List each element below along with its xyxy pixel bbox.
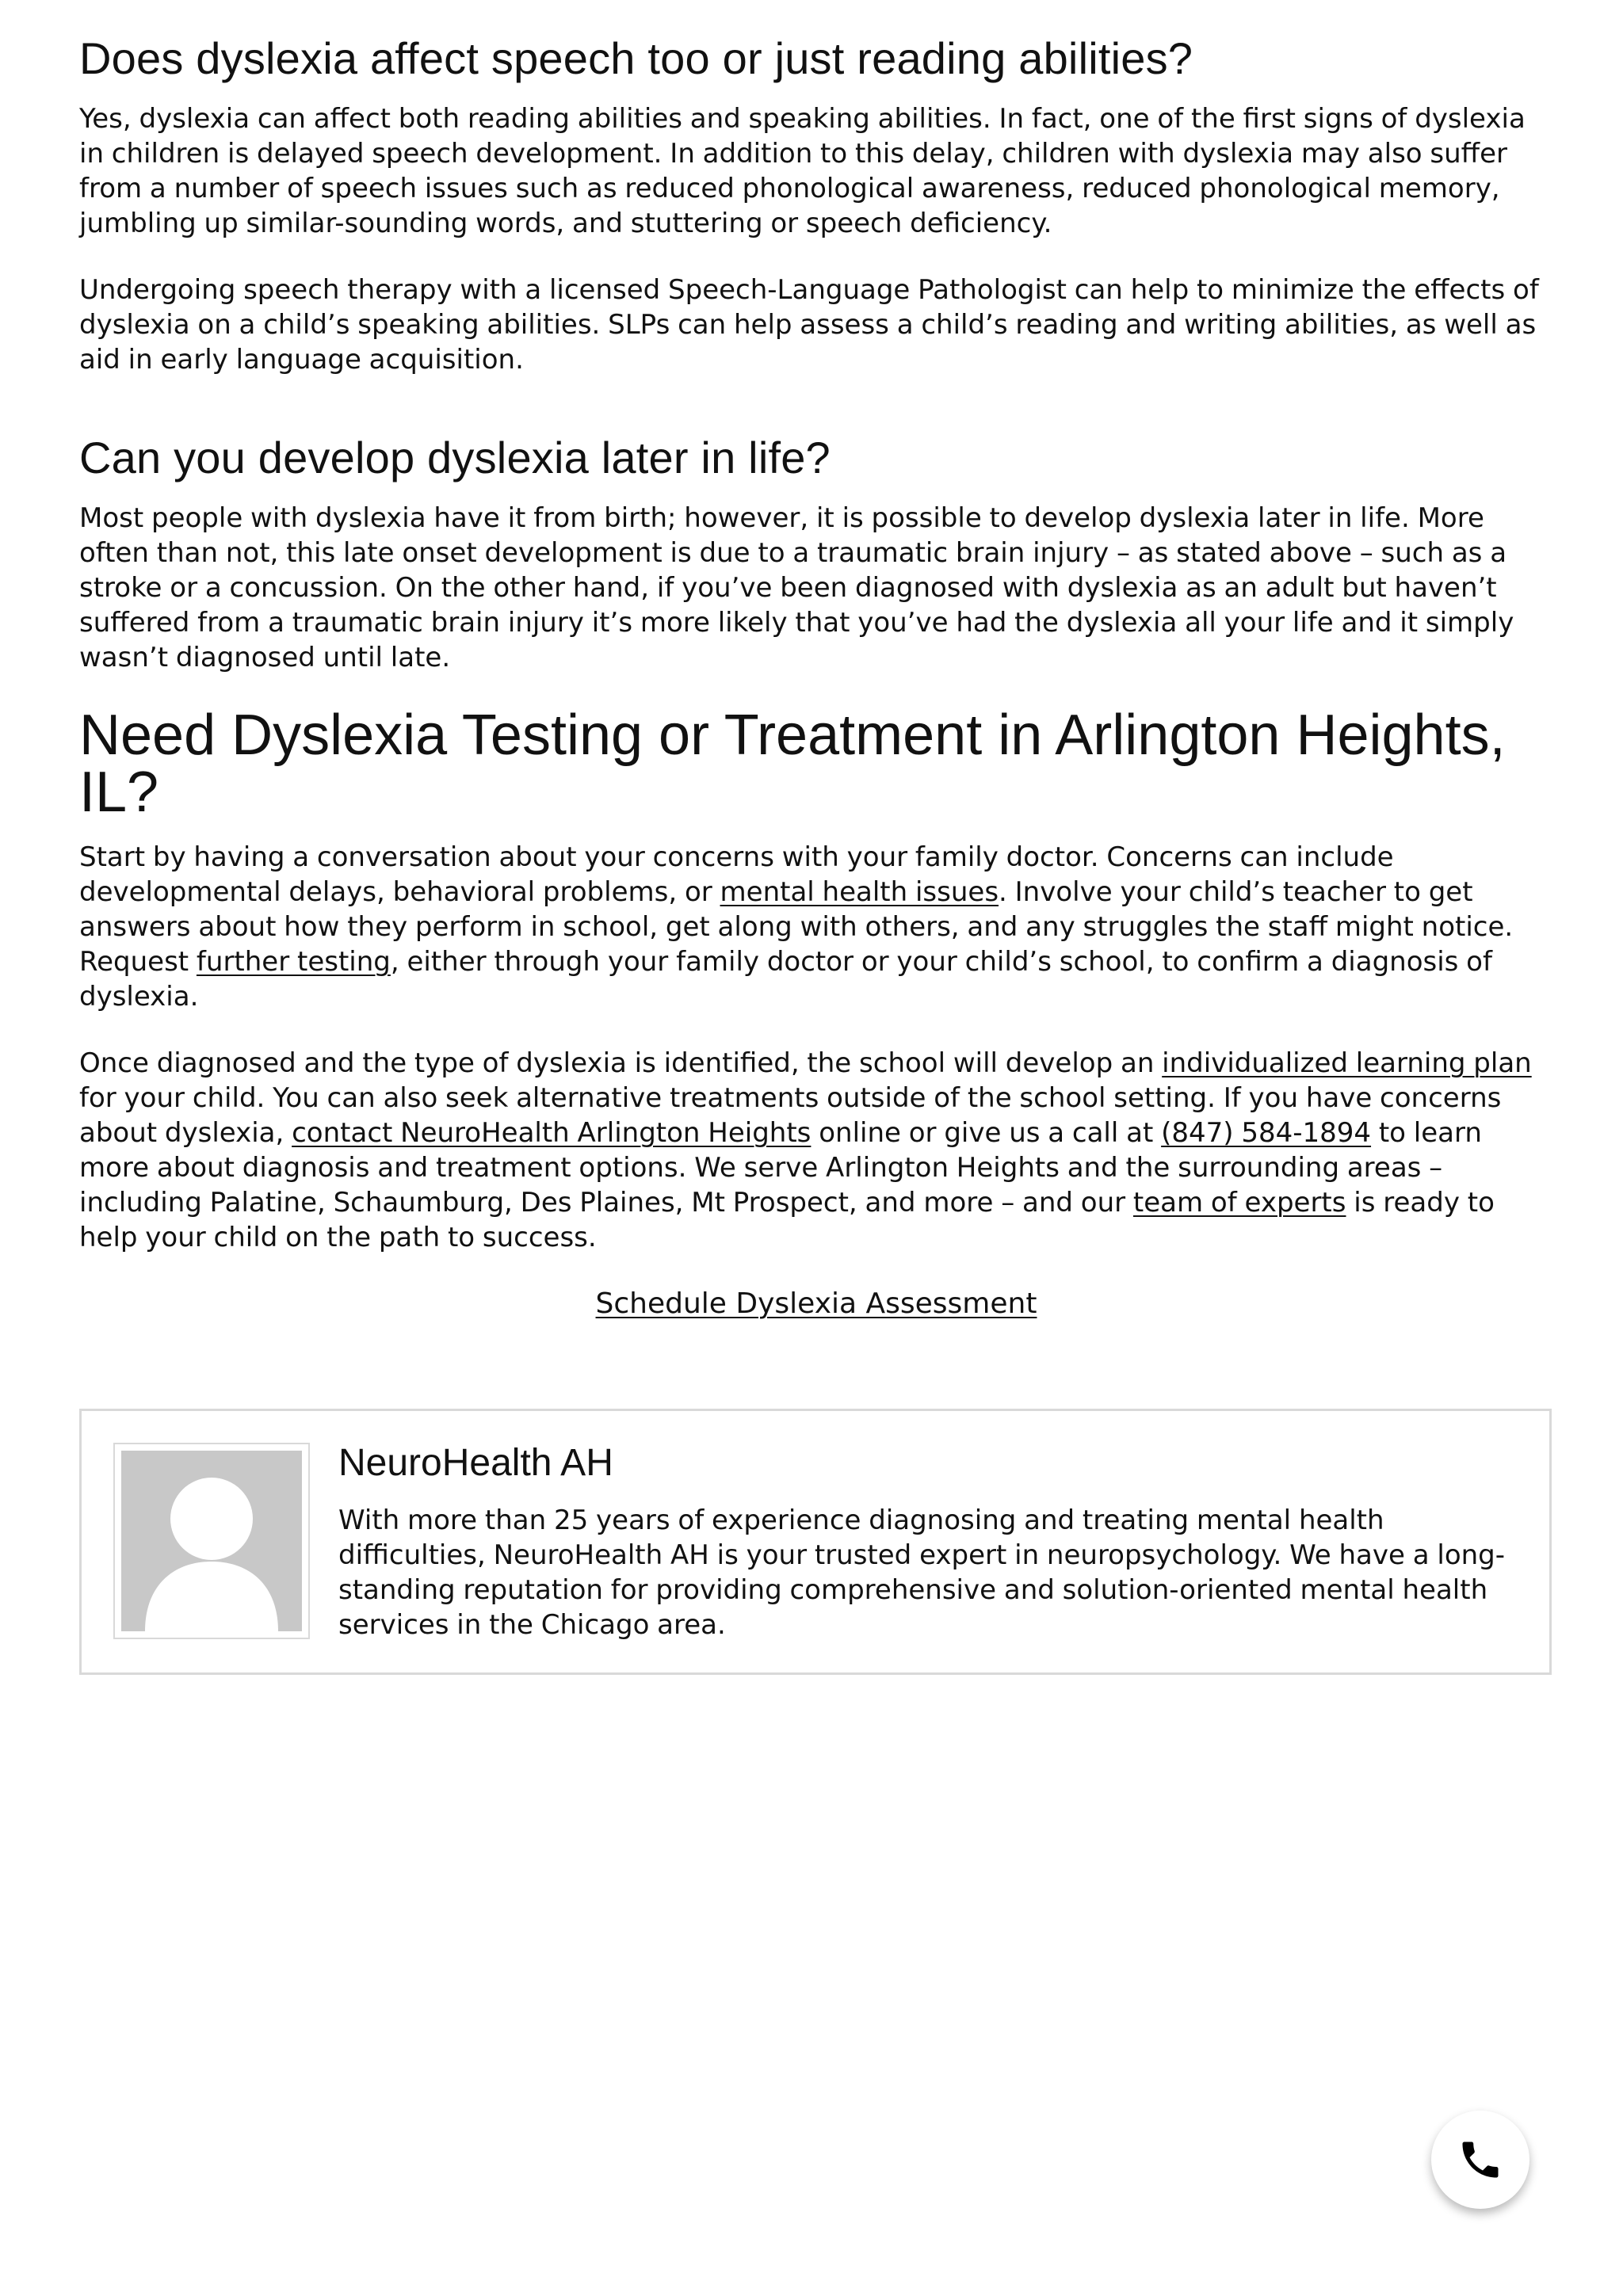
text-span: Start by having a conversation about your concerns with your family doctor. Concerns can include developmental delays, behavioral problems, or <box>79 841 1394 908</box>
text-span: online or give us a call at <box>811 1117 1162 1149</box>
paragraph-later-1: Most people with dyslexia have it from birth; however, it is possible to develop dyslexia later in life. More often than not, this late onset development is due to a traumatic brain injury – as stated above – such as a stroke or a concussion. On the other hand, if you’ve been diagnosed with dyslexia as an adult but haven’t suffered from a traumatic brain injury it’s more likely that you’ve had the dyslexia all your life and it simply wasn’t diagnosed until late. <box>79 502 1514 673</box>
phone-icon <box>1457 2136 1504 2183</box>
text-span: to learn more about diagnosis and treatment options. We serve Arlington Heights and the surrounding areas – including Palatine, Schaumburg, Des Plaines, Mt Prospect, and more – and our <box>79 1117 1482 1219</box>
phone-number-link[interactable]: (847) 584-1894 <box>1161 1117 1372 1149</box>
heading-later-in-life: Can you develop dyslexia later in life? <box>79 433 831 482</box>
schedule-assessment-link[interactable]: Schedule Dyslexia Assessment <box>595 1287 1037 1320</box>
paragraph-speech-1: Yes, dyslexia can affect both reading abilities and speaking abilities. In fact, one of the first signs of dyslexia in children is delayed speech development. In addition to this delay, children with dyslexia may also suffer from a number of speech issues such as reduced phonological awareness, reduced phonological memory, jumbling up similar-sounding words, and stuttering or speech deficiency. <box>79 103 1526 239</box>
author-name: NeuroHealth AH <box>338 1442 613 1484</box>
team-of-experts-link[interactable]: team of experts <box>1132 1187 1346 1219</box>
paragraph-testing-1 <box>79 840 1553 1014</box>
paragraph-speech-2: Undergoing speech therapy with a licensed Speech-Language Pathologist can help to minimize the effects of dyslexia on a child’s speaking abilities. SLPs can help assess a child’s reading and writing abilities, as well as aid in early language acquisition. <box>79 274 1539 376</box>
author-box <box>79 1409 1552 1675</box>
heading-speech: Does dyslexia affect speech too or just reading abilities? <box>79 33 1193 83</box>
contact-link[interactable]: contact NeuroHealth Arlington Heights <box>292 1117 812 1149</box>
author-avatar <box>113 1443 310 1639</box>
text-span: , either through your family doctor or your child’s school, to confirm a diagnosis of dyslexia. <box>79 946 1492 1013</box>
text-span: . Involve your child’s teacher to get answers about how they perform in school, get along with others, and any struggles the staff might notice. Request <box>79 876 1514 978</box>
heading-testing: Need Dyslexia Testing or Treatment in Arlington Heights, IL? <box>79 704 1506 824</box>
text-span: for your child. You can also seek alternative treatments outside of the school setting. If you have concerns about dyslexia, <box>79 1082 1502 1149</box>
paragraph-testing-2 <box>79 1046 1553 1255</box>
author-text <box>338 1440 1527 1642</box>
cta-wrapper <box>79 1287 1553 1322</box>
call-button[interactable] <box>1431 2111 1529 2209</box>
individualized-learning-plan-link[interactable]: individualized learning plan <box>1162 1047 1532 1079</box>
author-bio: With more than 25 years of experience diagnosing and treating mental health difficulties, NeuroHealth AH is your trusted expert in neuropsychology. We have a long-standing reputation for providing comprehensive and solution-oriented mental health services in the Chicago area. <box>338 1505 1506 1641</box>
further-testing-link[interactable]: further testing <box>196 946 391 978</box>
text-span: is ready to help your child on the path to success. <box>79 1187 1495 1253</box>
user-silhouette-icon <box>121 1451 302 1631</box>
article-content <box>79 32 1553 1369</box>
text-span: Once diagnosed and the type of dyslexia is identified, the school will develop an <box>79 1047 1163 1079</box>
mental-health-issues-link[interactable]: mental health issues <box>720 876 999 908</box>
